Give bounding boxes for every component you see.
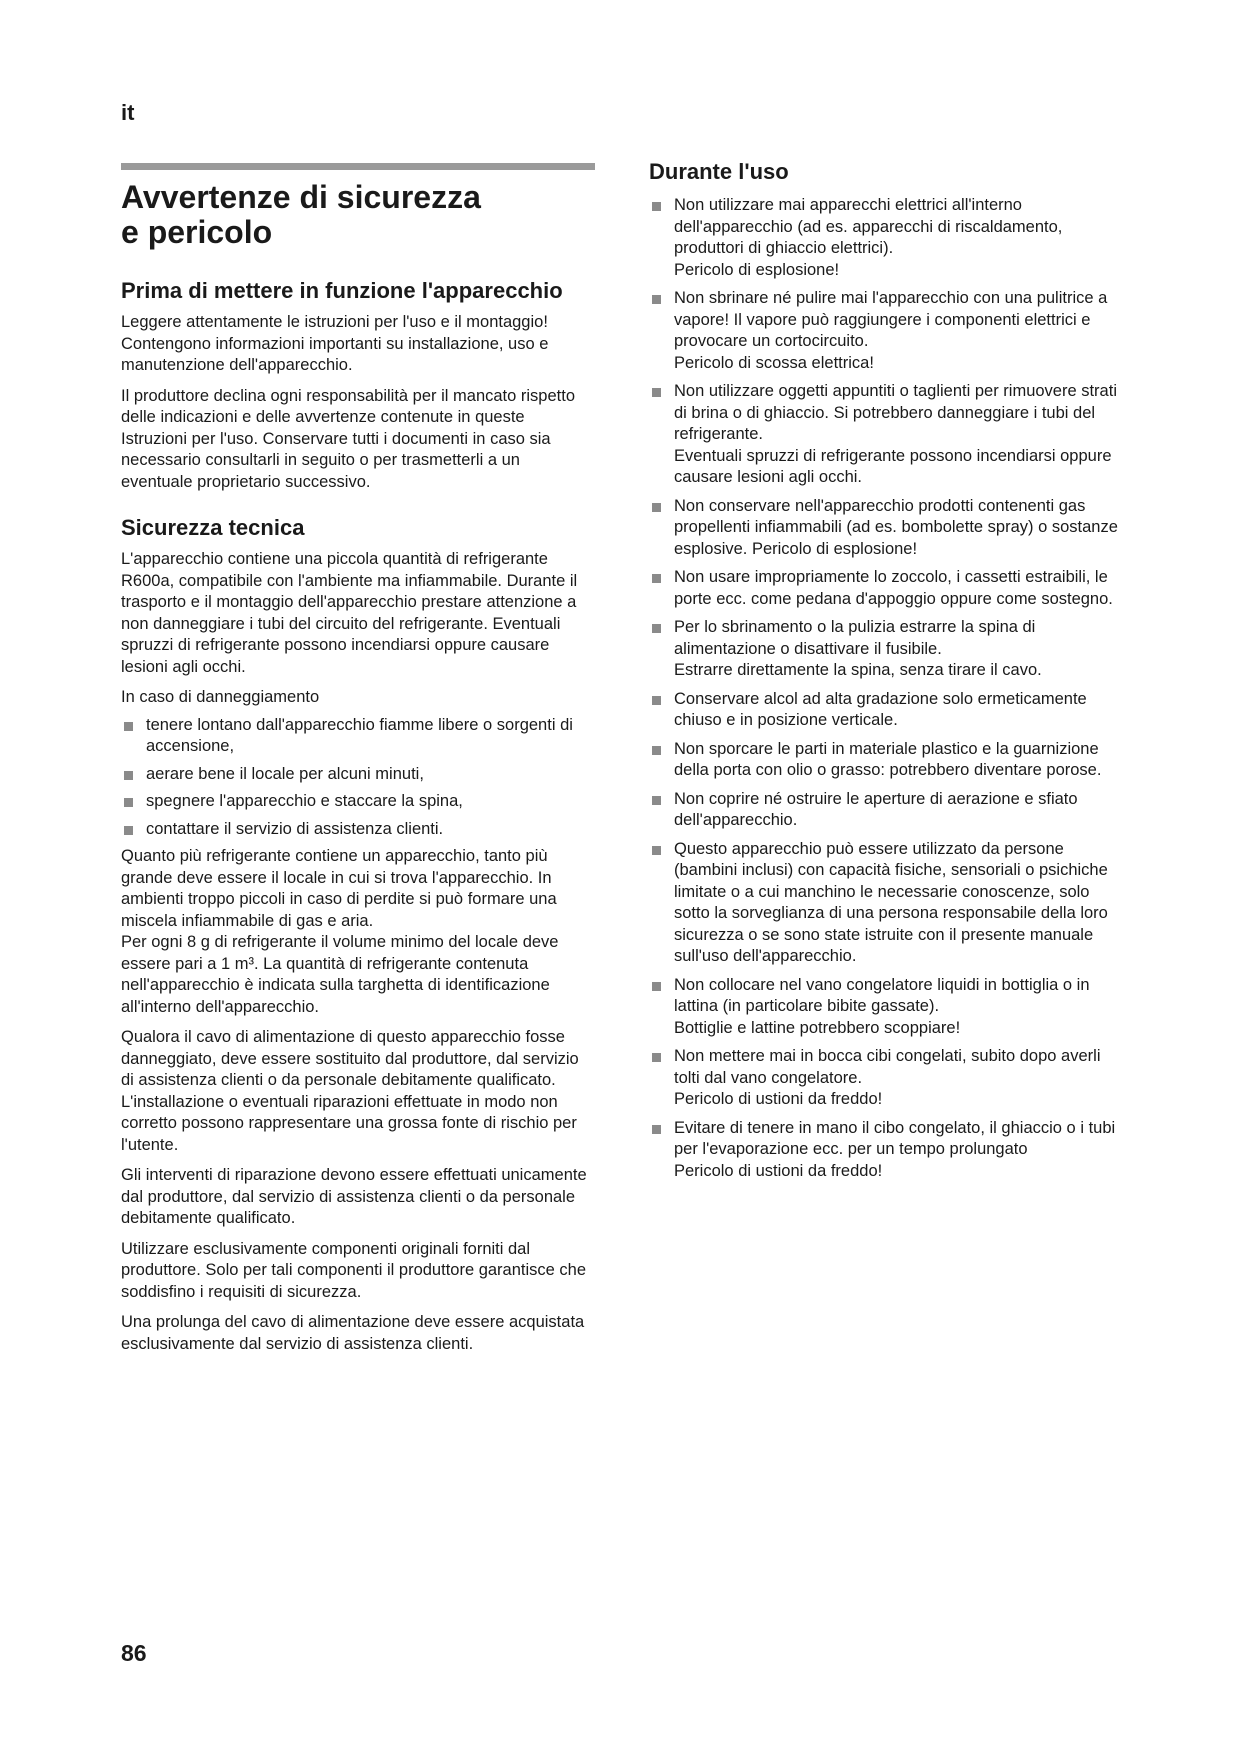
- list-item: [649, 1118, 1127, 1183]
- list-item: [121, 791, 595, 813]
- paragraph: Leggere attentamente le istruzioni per l'uso e il montaggio! Contengono informazioni importanti su installazione, uso e manutenzione dell'apparecchio.: [121, 313, 549, 374]
- paragraph: Una prolunga del cavo di alimentazione deve essere acquistata esclusivamente dal servizio di assistenza clienti.: [121, 1313, 585, 1353]
- bullet-square-icon: [124, 771, 133, 780]
- right-column: [649, 159, 1127, 1189]
- language-tag: it: [121, 100, 135, 125]
- list-item-note: Estrarre direttamente la spina, senza tirare il cavo.: [674, 661, 1042, 679]
- bullet-square-icon: [652, 388, 661, 397]
- list-item-text: tenere lontano dall'apparecchio fiamme libere o sorgenti di accensione,: [146, 715, 573, 755]
- section-heading-durante-uso: Durante l'uso: [649, 159, 789, 184]
- bullet-square-icon: [652, 1053, 661, 1062]
- list-item-note: Eventuali spruzzi di refrigerante possono incendiarsi oppure causare lesioni agli occhi.: [674, 446, 1112, 486]
- list-item: [649, 381, 1127, 489]
- list-item: [649, 288, 1127, 374]
- left-column: [121, 163, 595, 1364]
- paragraph-part: Quanto più refrigerante contiene un apparecchio, tanto più grande deve essere il locale in cui si trova l'apparecchio. In ambienti troppo piccoli in caso di perdite si può formare una miscela infiammabile di gas e aria.: [121, 847, 557, 930]
- page-title-line-2: e pericolo: [121, 214, 273, 250]
- paragraph: Il produttore declina ogni responsabilità per il mancato rispetto delle indicazioni e delle avvertenze contenute in queste Istruzioni per l'uso. Conservare tutti i documenti in caso sia necessario consultarli in seguito o per trasmetterli a un eventuale proprietario successivo.: [121, 386, 576, 491]
- list-item-note: Bottiglie e lattine potrebbero scoppiare!: [674, 1018, 961, 1037]
- list-item-text: spegnere l'apparecchio e staccare la spina,: [146, 792, 463, 810]
- section-heading-prima: Prima di mettere in funzione l'apparecchio: [121, 278, 563, 303]
- list-item-note: Pericolo di esplosione!: [674, 260, 840, 279]
- list-item: [649, 975, 1127, 1040]
- page-title-line-1: Avvertenze di sicurezza: [121, 179, 481, 215]
- bullet-square-icon: [652, 696, 661, 705]
- list-item-text: Non conservare nell'apparecchio prodotti contenenti gas propellenti infiammabili (ad es. bombolette spray) o sostanze esplosive. Pericolo di esplosione!: [674, 496, 1118, 558]
- bullet-square-icon: [124, 798, 133, 807]
- bullet-square-icon: [652, 796, 661, 805]
- bullet-square-icon: [124, 826, 133, 835]
- bullet-square-icon: [652, 574, 661, 583]
- list-item-text: Conservare alcol ad alta gradazione solo ermeticamente chiuso e in posizione verticale.: [674, 689, 1087, 729]
- list-item: [649, 839, 1127, 968]
- list-item-text: Evitare di tenere in mano il cibo congelato, il ghiaccio o i tubi per l'evaporazione ecc. per un tempo prolungato: [674, 1118, 1116, 1158]
- bullet-square-icon: [652, 746, 661, 755]
- bullet-square-icon: [652, 846, 661, 855]
- list-item-text: Non coprire né ostruire le aperture di aerazione e sfiato dell'apparecchio.: [674, 789, 1078, 829]
- list-item-text: Non utilizzare mai apparecchi elettrici all'interno dell'apparecchio (ad es. apparecchi di riscaldamento, produttori di ghiaccio elettrici).: [674, 196, 1063, 257]
- bullet-square-icon: [652, 295, 661, 304]
- list-item-text: Questo apparecchio può essere utilizzato da persone (bambini inclusi) con capacità fisiche, sensoriali o psichiche limitate o a cui manchino le necessarie conoscenze, solo sotto la sorveglianza di una persona responsabile della loro sicurezza o se sono state istruite con il presente manuale sull'uso dell'apparecchio.: [674, 839, 1108, 965]
- list-item-text: Non utilizzare oggetti appuntiti o taglienti per rimuovere strati di brina o di ghiaccio. Si potrebbero danneggiare i tubi del refrigerante.: [674, 382, 1117, 443]
- page-number: 86: [121, 1640, 147, 1666]
- list-item: [649, 789, 1127, 832]
- damage-list: [121, 715, 595, 841]
- usage-list: [649, 195, 1127, 1182]
- bullet-square-icon: [652, 982, 661, 991]
- list-item: [649, 496, 1127, 561]
- list-item: [649, 617, 1127, 682]
- list-item: [649, 1046, 1127, 1111]
- bullet-square-icon: [124, 722, 133, 731]
- list-item: [121, 764, 595, 786]
- paragraph: Gli interventi di riparazione devono essere effettuati unicamente dal produttore, dal servizio di assistenza clienti o da personale debitamente qualificato.: [121, 1166, 587, 1227]
- paragraph: Utilizzare esclusivamente componenti originali forniti dal produttore. Solo per tali componenti il produttore garantisce che soddisfino i requisiti di sicurezza.: [121, 1239, 587, 1301]
- bullet-square-icon: [652, 202, 661, 211]
- list-item-text: Per lo sbrinamento o la pulizia estrarre la spina di alimentazione o disattivare il fusibile.: [674, 618, 1036, 658]
- bullet-square-icon: [652, 624, 661, 633]
- list-item-text: Non collocare nel vano congelatore liquidi in bottiglia o in lattina (in particolare bibite gassate).: [674, 975, 1090, 1015]
- list-item: [649, 739, 1127, 782]
- list-item-text: Non sporcare le parti in materiale plastico e la guarnizione della porta con olio o grasso: potrebbero diventare porose.: [674, 739, 1102, 779]
- bullet-square-icon: [652, 1125, 661, 1134]
- paragraph: In caso di danneggiamento: [121, 688, 320, 706]
- list-item: [121, 715, 595, 758]
- title-rule: [121, 163, 595, 170]
- list-item-text: contattare il servizio di assistenza clienti.: [146, 819, 444, 838]
- list-item: [649, 567, 1127, 610]
- list-item: [649, 689, 1127, 732]
- list-item-text: Non usare impropriamente lo zoccolo, i cassetti estraibili, le porte ecc. come pedana d'appoggio oppure come sostegno.: [674, 568, 1113, 608]
- paragraph: L'apparecchio contiene una piccola quantità di refrigerante R600a, compatibile con l'ambiente ma infiammabile. Durante il trasporto e il montaggio dell'apparecchio prestare attenzione a non danneggiare i tubi del circuito del refrigerante. Eventuali spruzzi di refrigerante possono incendiarsi oppure causare lesioni agli occhi.: [121, 550, 578, 676]
- section-heading-sicurezza-tecnica: Sicurezza tecnica: [121, 515, 305, 540]
- list-item-text: Non mettere mai in bocca cibi congelati, subito dopo averli tolti dal vano congelatore.: [674, 1047, 1101, 1087]
- list-item-note: Pericolo di scossa elettrica!: [674, 353, 874, 372]
- list-item: [649, 195, 1127, 281]
- list-item-note: Pericolo di ustioni da freddo!: [674, 1161, 883, 1180]
- bullet-square-icon: [652, 503, 661, 512]
- list-item-note: Pericolo di ustioni da freddo!: [674, 1090, 883, 1108]
- page-title: [121, 180, 595, 250]
- list-item-text: Non sbrinare né pulire mai l'apparecchio con una pulitrice a vapore! Il vapore può raggiungere i componenti elettrici e provocare un cortocircuito.: [674, 289, 1108, 350]
- paragraph: Qualora il cavo di alimentazione di questo apparecchio fosse danneggiato, deve essere sostituito dal produttore, dal servizio di assistenza clienti o da personale debitamente qualificato. L'installazione o eventuali riparazioni effettuate in modo non corretto possono rappresentare una grossa fonte di rischio per l'utente.: [121, 1028, 579, 1154]
- list-item: [121, 819, 595, 841]
- list-item-text: aerare bene il locale per alcuni minuti,: [146, 764, 424, 783]
- paragraph-part: Per ogni 8 g di refrigerante il volume minimo del locale deve essere pari a 1 m³. La quantità di refrigerante contenuta nell'apparecchio è indicata sulla targhetta di identificazione all'interno dell'apparecchio.: [121, 933, 559, 1016]
- paragraph: [121, 846, 595, 1018]
